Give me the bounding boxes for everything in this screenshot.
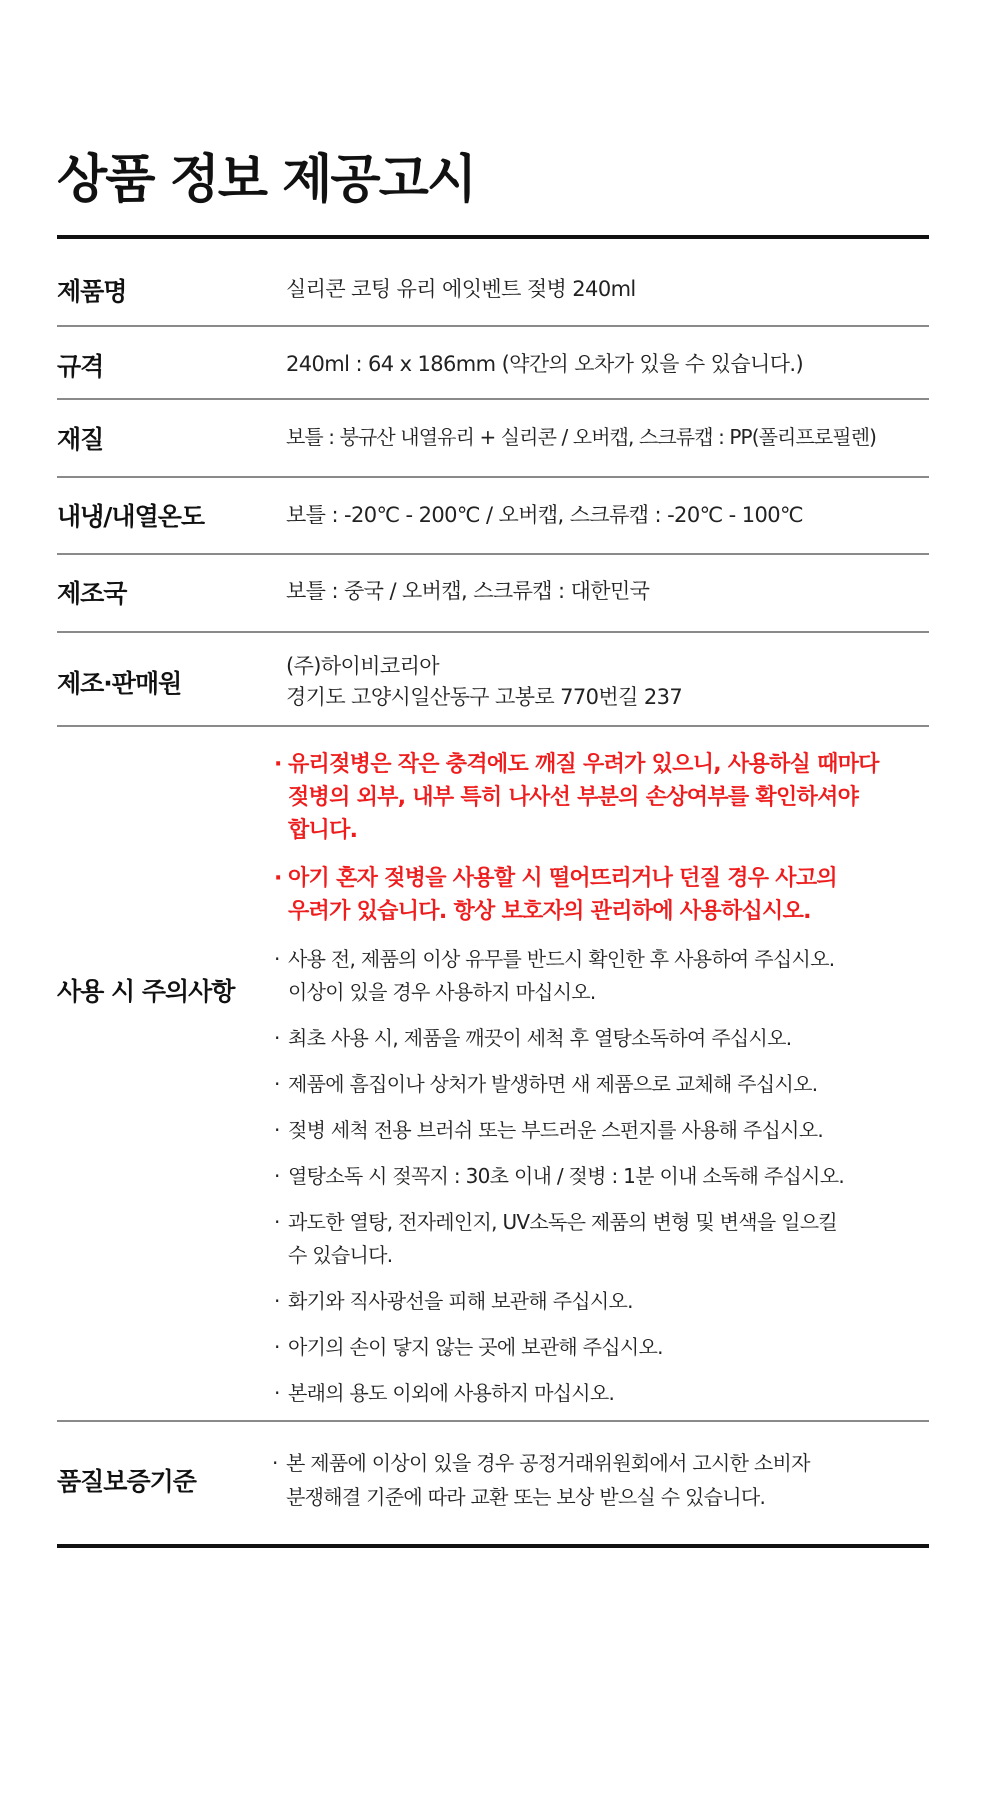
precaution-item: · 화기와 직사광선을 피해 보관해 주십시오.	[274, 1285, 924, 1318]
row-label-precautions: 사용 시 주의사항	[57, 977, 235, 1006]
row-divider	[57, 398, 929, 400]
row-value-material: 보틀 : 붕규산 내열유리 + 실리콘 / 오버캡, 스크류캡 : PP(폴리프로필렌)	[286, 425, 877, 449]
row-label-quality: 품질보증기준	[57, 1467, 196, 1496]
precaution-item: · 젖병 세척 전용 브러쉬 또는 부드러운 스펀지를 사용해 주십시오.	[274, 1114, 924, 1147]
precaution-item: · 제품에 흠집이나 상처가 발생하면 새 제품으로 교체해 주십시오.	[274, 1068, 924, 1101]
row-divider	[57, 553, 929, 555]
row-label-spec: 규격	[57, 352, 104, 381]
precaution-item: · 최초 사용 시, 제품을 깨끗이 세척 후 열탕소독하여 주십시오.	[274, 1022, 924, 1055]
precaution-item: · 사용 전, 제품의 이상 유무를 반드시 확인한 후 사용하여 주십시오. 이상이 있을 경우 사용하지 마십시오.	[274, 943, 924, 1009]
row-divider	[57, 725, 929, 727]
precaution-item: · 아기의 손이 닿지 않는 곳에 보관해 주십시오.	[274, 1331, 924, 1364]
warning-item: · 아기 혼자 젖병을 사용할 시 떨어뜨리거나 던질 경우 사고의 우려가 있습니다. 항상 보호자의 관리하에 사용하십시오.	[274, 862, 924, 928]
precautions-list	[274, 748, 924, 1423]
row-value-temperature: 보틀 : -20℃ - 200℃ / 오버캡, 스크류캡 : -20℃ - 100℃	[286, 503, 803, 527]
row-value-spec: 240ml : 64 x 186mm (약간의 오차가 있을 수 있습니다.)	[286, 352, 804, 376]
row-value-product-name: 실리콘 코팅 유리 에잇벤트 젖병 240ml	[286, 277, 636, 301]
precaution-item: · 과도한 열탕, 전자레인지, UV소독은 제품의 변형 및 변색을 일으킬 수 있습니다.	[274, 1206, 924, 1272]
row-divider	[57, 325, 929, 327]
quality-standard-text: · 본 제품에 이상이 있을 경우 공정거래위원회에서 고시한 소비자 분쟁해결 기준에 따라 교환 또는 보상 받으실 수 있습니다.	[272, 1446, 946, 1514]
page-title: 상품 정보 제공고시	[57, 150, 476, 210]
row-label-country: 제조국	[57, 579, 127, 608]
row-divider	[57, 631, 929, 633]
warning-item: · 유리젖병은 작은 충격에도 깨질 우려가 있으니, 사용하실 때마다 젖병의 외부, 내부 특히 나사선 부분의 손상여부를 확인하셔야 합니다.	[274, 748, 924, 847]
row-label-temperature: 내냉/내열온도	[57, 502, 205, 531]
precaution-item: · 열탕소독 시 젖꼭지 : 30초 이내 / 젖병 : 1분 이내 소독해 주십시오.	[274, 1160, 924, 1193]
row-label-product-name: 제품명	[57, 277, 127, 306]
row-value-manufacturer-company: (주)하이비코리아	[286, 654, 439, 678]
row-divider	[57, 476, 929, 478]
row-label-material: 재질	[57, 425, 104, 454]
top-divider	[57, 235, 929, 239]
row-value-country: 보틀 : 중국 / 오버캡, 스크류캡 : 대한민국	[286, 579, 650, 603]
row-value-manufacturer-address: 경기도 고양시일산동구 고봉로 770번길 237	[286, 685, 683, 709]
bottom-divider	[57, 1544, 929, 1548]
precaution-item: · 본래의 용도 이외에 사용하지 마십시오.	[274, 1377, 924, 1410]
row-divider	[57, 1420, 929, 1422]
row-label-manufacturer: 제조·판매원	[57, 669, 182, 698]
